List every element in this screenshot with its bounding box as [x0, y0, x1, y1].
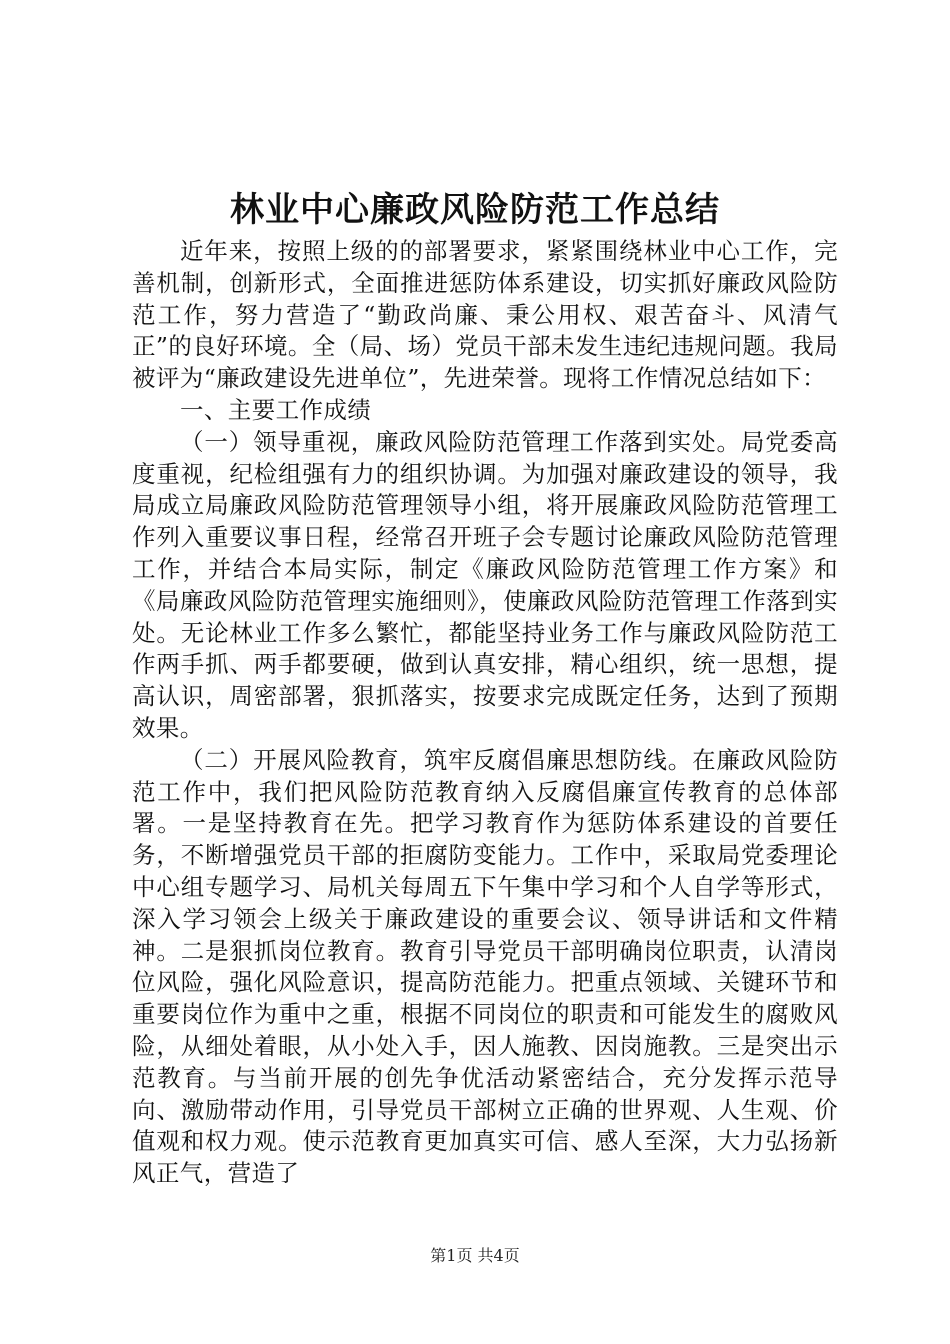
intro-paragraph: 近年来，按照上级的的部署要求，紧紧围绕林业中心工作，完善机制，创新形式，全面推进惩防体系建设，切实抓好廉政风险防范工作，努力营造了“勤政尚廉、秉公用权、艰苦奋斗、风清气正”的良好环境。全（局、场）党员干部未发生违纪违规问题。我局被评为“廉政建设先进单位”，先进荣誉。现将工作情况总结如下：	[132, 237, 838, 393]
subsection-paragraph-2: （二）开展风险教育，筑牢反腐倡廉思想防线。在廉政风险防范工作中，我们把风险防范教育纳入反腐倡廉宣传教育的总体部署。一是坚持教育在先。把学习教育作为惩防体系建设的首要任务，不断增强党员干部的拒腐防变能力。工作中，采取局党委理论中心组专题学习、局机关每周五下午集中学习和个人自学等形式，深入学习领会上级关于廉政建设的重要会议、领导讲话和文件精神。二是狠抓岗位教育。教育引导党员干部明确岗位职责，认清岗位风险，强化风险意识，提高防范能力。把重点领域、关键环节和重要岗位作为重中之重，根据不同岗位的职责和可能发生的腐败风险，从细处着眼，从小处入手，因人施教、因岗施教。三是突出示范教育。与当前开展的创先争优活动紧密结合，充分发挥示范导向、激励带动作用，引导党员干部树立正确的世界观、人生观、价值观和权力观。使示范教育更加真实可信、感人至深，大力弘扬新风正气，营造了	[132, 745, 838, 1188]
subsection-paragraph-1: （一）领导重视，廉政风险防范管理工作落到实处。局党委高度重视，纪检组强有力的组织协调。为加强对廉政建设的领导，我局成立局廉政风险防范管理领导小组，将开展廉政风险防范管理工作列入重要议事日程，经常召开班子会专题讨论廉政风险防范管理工作，并结合本局实际，制定《廉政风险防范管理工作方案》和《局廉政风险防范管理实施细则》，使廉政风险防范管理工作落到实处。无论林业工作多么繁忙，都能坚持业务工作与廉政风险防范工作两手抓、两手都要硬，做到认真安排，精心组织，统一思想，提高认识，周密部署，狠抓落实，按要求完成既定任务，达到了预期效果。	[132, 427, 838, 742]
section-heading: 一、主要工作成绩	[180, 395, 372, 424]
document-body	[132, 236, 838, 1190]
document-title: 林业中心廉政风险防范工作总结	[230, 190, 720, 230]
page-number-footer: 第1页 共4页	[430, 1246, 520, 1265]
